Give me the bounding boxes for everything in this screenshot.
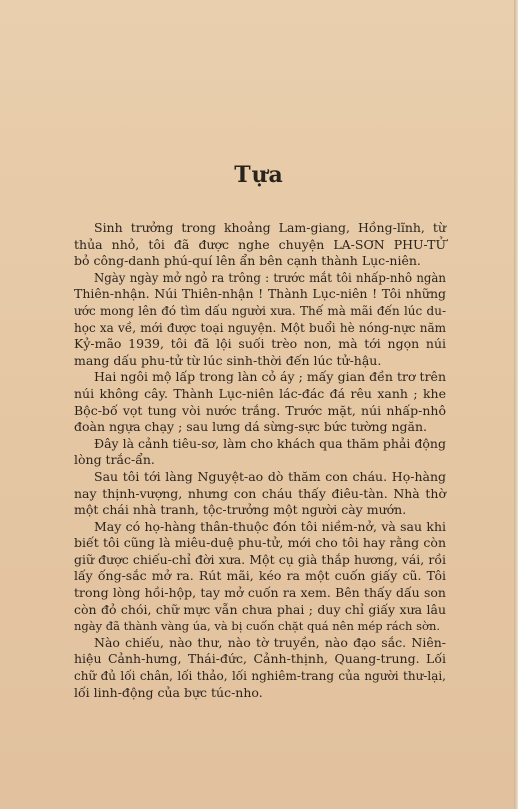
text-line: một chái nhà tranh, tộc-trưởng một người cày mướn.: [74, 502, 407, 518]
text-line: Nào chiếu, nào thư, nào tờ truyền, nào đạo sắc. Niên-: [94, 634, 446, 650]
text-line: lòng trắc-ẩn.: [74, 452, 155, 468]
text-line: hiệu Cảnh-hưng, Thái-đức, Cảnh-thịnh, Quang-trung. Lối: [74, 651, 446, 667]
paragraph: [74, 469, 446, 519]
paragraph: [74, 220, 446, 270]
text-line: mang dấu phu-tử từ lúc sinh-thời đến lúc tử-hậu.: [74, 352, 382, 368]
text-line: chữ đủ lối chân, lối thảo, lối nghiêm-trang của người thư-lại,: [74, 669, 446, 684]
paragraph: [74, 369, 446, 435]
text-line: Hai ngôi mộ lấp trong làn cỏ áy ; mấy gian đền trơ trên: [94, 369, 446, 385]
text-line: Sau tôi tới làng Nguyệt-ao dò thăm con cháu. Họ-hàng: [94, 468, 446, 484]
text-line: Bộc-bố vọt tung vòi nước trắng. Trước mặt, núi nhấp-nhô: [74, 402, 446, 418]
text-line: lối linh-động của bực túc-nho.: [74, 684, 263, 700]
text-line: biết tôi cũng là miêu-duệ phu-tử, mới cho tôi hay rằng còn: [74, 535, 446, 551]
text-line: núi không cây. Thành Lục-niên lác-đác đá rêu xanh ; khe: [74, 385, 446, 401]
text-line: thủa nhỏ, tôi đã được nghe chuyện LA-SƠN PHU-TỬ: [74, 236, 446, 252]
text-line: bỏ công-danh phú-quí lên ẩn bên cạnh thành Lục-niên.: [74, 253, 421, 269]
paragraph: [74, 519, 446, 635]
text-line: Sinh trưởng trong khoảng Lam-giang, Hồng-lĩnh, từ: [94, 220, 446, 235]
paragraph: [74, 436, 446, 469]
text-line: Ngày ngày mở ngỏ ra trông : trước mắt tôi nhấp-nhô ngàn: [94, 270, 446, 285]
text-line: giữ được chiếu-chỉ đời xưa. Một cụ già thắp hương, vái, rồi: [74, 551, 446, 567]
paragraph: [74, 635, 446, 701]
paragraph: [74, 270, 446, 370]
text-line: Kỷ-mão 1939, tôi đã lội suối trèo non, mà tới ngọn núi: [74, 336, 446, 352]
text-line: đoàn ngựa chạy ; sau lưng dá sừng-sực bức tường ngăn.: [74, 419, 428, 435]
page-edge: [514, 0, 518, 809]
text-line: ngày đã thành vàng úa, và bị cuốn chặt quá nên mép rách sờn.: [74, 619, 441, 634]
text-line: May có họ-hàng thân-thuộc đón tôi niềm-nở, và sau khi: [94, 518, 446, 534]
text-line: còn đỏ chói, chữ mực vẫn chưa phai ; duy chỉ giấy xưa lâu: [74, 601, 446, 617]
text-line: nay thịnh-vượng, nhưng con cháu thấy điêu-tàn. Nhà thờ: [74, 485, 446, 501]
text-line: lấy ống-sắc mở ra. Rút mãi, kéo ra một cuốn giấy cũ. Tôi: [74, 568, 446, 584]
text-line: ước mong lên đó tìm dấu người xưa. Thế mà mãi đến lúc du-: [74, 303, 446, 318]
page-title: Tựa: [234, 162, 284, 188]
preface-text: [74, 220, 446, 701]
text-line: Đây là cảnh tiêu-sơ, làm cho khách qua thăm phải động: [94, 435, 446, 451]
text-line: học xa về, mới được toại nguyện. Một buổi hè nóng-nực năm: [74, 320, 446, 335]
text-line: trong lòng hồi-hộp, tay mở cuốn ra xem. Bên thấy dấu son: [74, 585, 446, 601]
text-line: Thiên-nhận. Núi Thiên-nhận ! Thành Lục-niên ! Tôi những: [74, 286, 446, 302]
